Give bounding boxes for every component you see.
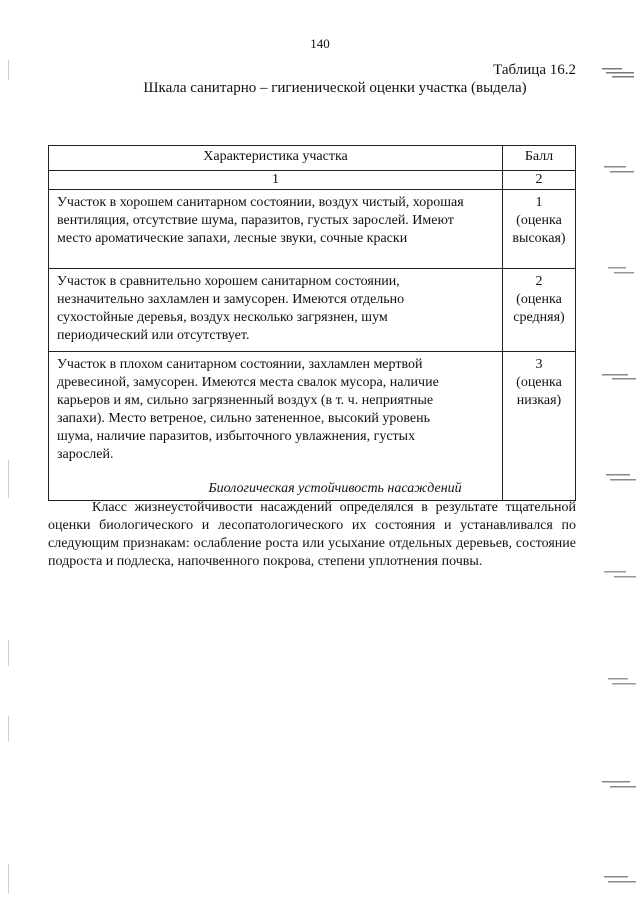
description-line: сухостойные деревья, воздух несколько загрязнен, шум (57, 310, 388, 325)
row-description (49, 269, 503, 352)
margin-line-mark (8, 640, 9, 666)
score-note: (оценка (516, 375, 562, 390)
score-value: 3 (535, 357, 543, 372)
header-score: Балл (503, 146, 576, 171)
column-number-2: 2 (503, 171, 576, 190)
score-note: (оценка (516, 213, 562, 228)
column-number-row (49, 171, 576, 190)
description-line: Участок в хорошем санитарном состоянии, воздух чистый, хорошая (57, 195, 464, 210)
description-line: запахи). Место ветреное, сильно затененное, высокий уровень (57, 411, 431, 426)
section-title: Биологическая устойчивость насаждений (208, 481, 462, 496)
row-description (49, 190, 503, 269)
row-score (503, 352, 576, 501)
header-characteristic: Характеристика участка (49, 146, 503, 171)
description-line: незначительно захламлен и замусорен. Имеются отдельно (57, 292, 405, 307)
page-number: 140 (310, 36, 330, 51)
sanitary-assessment-table (48, 145, 576, 501)
table-row (49, 269, 576, 352)
margin-line-mark (8, 460, 9, 498)
row-description (49, 352, 503, 501)
score-value: 2 (535, 274, 543, 289)
description-line: шума, наличие паразитов, избыточного увлажнения, густых (57, 429, 416, 444)
scan-noise-mark (598, 162, 640, 178)
score-note: (оценка (516, 292, 562, 307)
score-note: высокая) (512, 231, 566, 246)
table-row (49, 190, 576, 269)
scan-noise-mark (598, 872, 640, 888)
score-note: низкая) (516, 393, 562, 408)
score-note: средняя) (513, 310, 565, 325)
table-header-row (49, 146, 576, 171)
scan-noise-mark (598, 470, 640, 486)
scan-noise-mark (598, 674, 640, 690)
table-row (49, 352, 576, 501)
table-caption: Шкала санитарно – гигиенической оценки участка (выдела) (143, 80, 527, 96)
description-line: Участок в плохом санитарном состоянии, захламлен мертвой (57, 357, 423, 372)
description-line: вентиляция, отсутствие шума, паразитов, густых зарослей. Имеют (57, 213, 454, 228)
table-label: Таблица 16.2 (493, 62, 576, 78)
description-line: периодический или отсутствует. (57, 328, 250, 343)
margin-line-mark (8, 60, 9, 80)
description-line: зарослей. (57, 447, 114, 462)
scan-noise-mark (598, 566, 640, 582)
score-value: 1 (535, 195, 543, 210)
scan-noise-mark (598, 262, 640, 278)
scan-noise-mark (598, 64, 640, 80)
description-line: древесиной, замусорен. Имеются места свалок мусора, наличие (57, 375, 439, 390)
column-number-1: 1 (49, 171, 503, 190)
row-score (503, 190, 576, 269)
row-score (503, 269, 576, 352)
description-line: место ароматические запахи, лесные звуки, сочные краски (57, 231, 408, 246)
description-line: карьеров и ям, сильно загрязненный воздух (в т. ч. неприятные (57, 393, 434, 408)
margin-line-mark (8, 864, 9, 894)
scan-noise-mark (598, 776, 640, 792)
margin-line-mark (8, 716, 9, 742)
description-line: Участок в сравнительно хорошем санитарном состоянии, (57, 274, 400, 289)
body-paragraph: Класс жизнеустойчивости насаждений определялся в результате тщательной оценки биологического и лесопатологического их состояния и устанавливался по следующим признакам: ослабление роста или усыхание отдельных деревьев, состояние подроста и подлеска, напочвенного покрова, степени уплотнения почвы. (48, 500, 576, 569)
scan-noise-mark (598, 368, 640, 384)
